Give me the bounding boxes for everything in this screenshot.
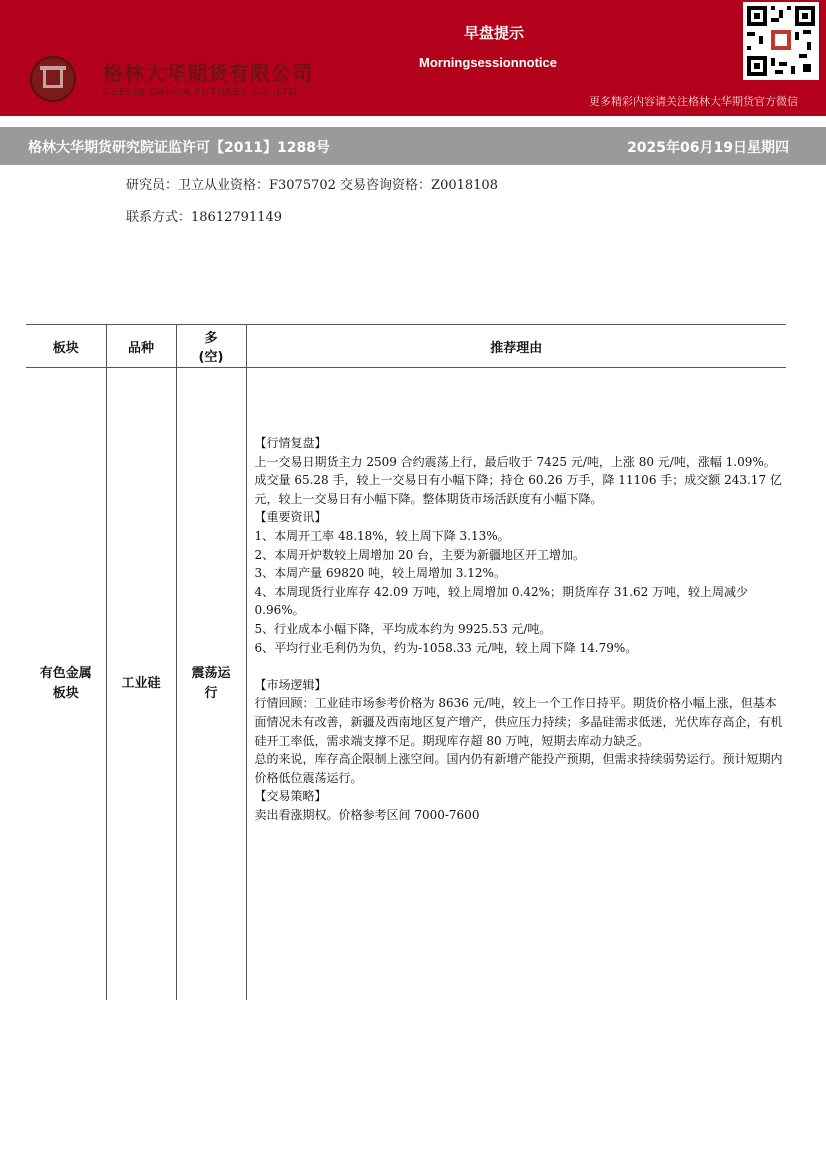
report-date: 2025年06月19日星期四 xyxy=(627,140,789,156)
table-row xyxy=(26,368,786,1001)
reason-heading-logic: 【市场逻辑】 xyxy=(254,677,327,692)
sector-line2: 板块 xyxy=(52,686,79,701)
reason-heading-review: 【行情复盘】 xyxy=(254,436,327,450)
reason-news-item-1: 1、本周开工率 48.18%，较上周下降 3.13%。 xyxy=(254,528,510,543)
researcher-info: 研究员：卫立从业资格：F3075702 交易咨询资格：Z0018108 xyxy=(126,178,498,193)
header-reason: 推荐理由 xyxy=(246,325,786,368)
wechat-follow-note: 更多精彩内容请关注格林大华期货官方微信 xyxy=(589,95,798,108)
reason-paragraph-summary: 总的来说，库存高企限制上涨空间。国内仍有新增产能投产预期，但需求持续弱势运行。预计短期内价格低位震荡运行。 xyxy=(254,752,783,785)
reason-paragraph-logic: 行情回顾：工业硅市场参考价格为 8636 元/吨，较上一个工作日持平。期货价格小幅上涨，但基本面情况未有改善，新疆及西南地区复产增产，供应压力持续；多晶硅需求低迷，光伏库存高企，有机硅开工率低，需求端支撑不足。期现库存超 80 万吨，短期去库动力缺乏。 xyxy=(254,696,783,748)
cell-sector xyxy=(26,368,106,1001)
company-logo-icon xyxy=(30,56,76,102)
reason-heading-news: 【重要资讯】 xyxy=(254,510,327,525)
reason-news-item-4: 4、本周现货行业库存 42.09 万吨，较上周增加 0.42%；期货库存 31.62 万吨，较上周减少 0.96%。 xyxy=(254,584,749,618)
company-name-en: GEELIN DAHUA FUTURES CO.,LTD. xyxy=(103,87,303,98)
license-number: 格林大华期货研究院证监许可【2011】1288号 xyxy=(28,140,330,156)
reason-paragraph-strategy: 卖出看涨期权。价格参考区间 7000-7600 xyxy=(254,807,480,822)
reason-news-item-3: 3、本周产量 69820 吨，较上周增加 3.12%。 xyxy=(254,566,506,581)
direction-line2: 行 xyxy=(204,686,218,701)
reason-news-item-2: 2、本周开炉数较上周增加 20 台，主要为新疆地区开工增加。 xyxy=(254,547,586,562)
reason-news-item-5: 5、行业成本小幅下降，平均成本约为 9925.53 元/吨。 xyxy=(254,621,552,636)
header-direction-line2: (空) xyxy=(198,350,224,365)
recommendation-table xyxy=(26,324,786,1000)
company-name-cn: 格林大华期货有限公司 xyxy=(103,61,313,85)
header-variety: 品种 xyxy=(106,325,176,368)
reason-news-item-6: 6、平均行业毛利仍为负，约为-1058.33 元/吨，较上周下降 14.79%。 xyxy=(254,640,638,655)
notice-title-en: Morningsessionnotice xyxy=(419,55,557,70)
table-header-row xyxy=(26,325,786,368)
header-banner xyxy=(0,0,826,116)
reason-spacer xyxy=(255,657,785,676)
cell-direction xyxy=(176,368,246,1001)
contact-info: 联系方式：18612791149 xyxy=(126,210,282,225)
reason-heading-strategy: 【交易策略】 xyxy=(254,789,327,804)
header-direction-line1: 多 xyxy=(204,331,218,346)
sector-line1: 有色金属 xyxy=(39,666,92,681)
header-sector: 板块 xyxy=(26,325,106,368)
cell-variety: 工业硅 xyxy=(106,368,176,1001)
cell-reason xyxy=(246,368,786,1001)
notice-title-cn: 早盘提示 xyxy=(463,24,524,42)
wechat-qr-code-icon xyxy=(743,2,819,80)
direction-line1: 震荡运 xyxy=(191,666,231,681)
header-direction xyxy=(176,325,246,368)
reason-paragraph-review: 上一交易日期货主力 2509 合约震荡上行，最后收于 7425 元/吨，上涨 80 元/吨，涨幅 1.09%。成交量 65.28 手，较上一交易日有小幅下降；持仓 60.26 万手，降 11106 手；成交额 243.17 亿元，较上一交易日有小幅下降。整体期货市场活跃度有小幅下降。 xyxy=(254,454,782,506)
